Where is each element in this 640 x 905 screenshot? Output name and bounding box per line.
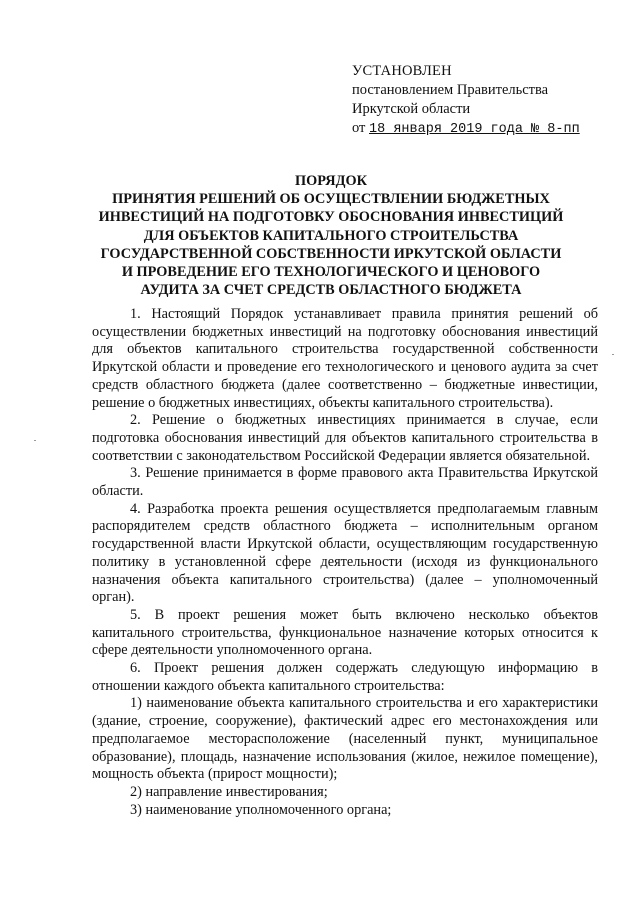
heading-line-3: ИНВЕСТИЦИЙ НА ПОДГОТОВКУ ОБОСНОВАНИЯ ИНВЕСТИЦИЙ bbox=[98, 209, 564, 226]
paragraph-1: 1. Настоящий Порядок устанавливает правила принятия решений об осуществлении бюджетных инвестиций на подготовку обоснования инвестиций для объектов капитального строительства государственной собственности Иркутской области и проведение его технологического и ценового аудита за счет средств областного бюджета (далее соответственно – бюджетные инвестиции, решение о бюджетных инвестициях, объекты капитального строительства). bbox=[92, 306, 598, 411]
heading-line-7: АУДИТА ЗА СЧЕТ СРЕДСТВ ОБЛАСТНОГО БЮДЖЕТА bbox=[140, 282, 522, 299]
list-item-1: 1) наименование объекта капитального строительства и его характеристики (здание, строение, сооружение), фактический адрес его местонахождения или предполагаемое месторасположение (населенный пункт, муниципальное образование), площадь, назначение использования (жилое, нежилое помещение), мощность объекта (прирост мощности); bbox=[92, 695, 598, 783]
approval-title: УСТАНОВЛЕН bbox=[352, 63, 452, 79]
paragraph-6: 6. Проект решения должен содержать следующую информацию в отношении каждого объекта капитального строительства: bbox=[92, 660, 598, 694]
approval-date-value: 18 января 2019 года № 8-пп bbox=[369, 122, 580, 137]
heading-line-4: ДЛЯ ОБЪЕКТОВ КАПИТАЛЬНОГО СТРОИТЕЛЬСТВА bbox=[143, 227, 519, 244]
approval-date-line bbox=[352, 119, 580, 139]
scan-speck bbox=[612, 354, 614, 355]
document-heading bbox=[92, 172, 570, 299]
approval-line-1: постановлением Правительства bbox=[352, 82, 549, 98]
list-item-3: 3) наименование уполномоченного органа; bbox=[130, 801, 392, 818]
heading-line-1: ПОРЯДОК bbox=[295, 173, 367, 189]
heading-line-6: И ПРОВЕДЕНИЕ ЕГО ТЕХНОЛОГИЧЕСКОГО И ЦЕНОВОГО bbox=[121, 264, 541, 281]
approval-line-2: Иркутской области bbox=[352, 101, 471, 117]
list-item-2: 2) направление инвестирования; bbox=[130, 783, 328, 800]
heading-line-5: ГОСУДАРСТВЕННОЙ СОБСТВЕННОСТИ ИРКУТСКОЙ ОБЛАСТИ bbox=[100, 245, 562, 262]
paragraph-2: 2. Решение о бюджетных инвестициях принимается в случае, если подготовка обоснования инвестиций для объектов капитального строительства в соответствии с законодательством Российской Федерации является обязательной. bbox=[92, 412, 598, 464]
scan-speck bbox=[34, 440, 36, 441]
paragraph-4: 4. Разработка проекта решения осуществляется предполагаемым главным распорядителем средств областного бюджета – исполнительным органом государственной власти Иркутской области, осуществляющим государственную политику в установленной сфере деятельности (исходя из функционального назначения объекта капитального строительства) (далее – уполномоченный орган). bbox=[92, 500, 598, 606]
document-body bbox=[92, 306, 598, 819]
approval-stamp bbox=[352, 62, 580, 139]
paragraph-3: 3. Решение принимается в форме правового акта Правительства Иркутской области. bbox=[92, 465, 598, 500]
paragraph-5: 5. В проект решения может быть включено несколько объектов капитального строительства, функциональное назначение которых относится к сфере деятельности уполномоченного органа. bbox=[92, 606, 598, 659]
heading-line-2: ПРИНЯТИЯ РЕШЕНИЙ ОБ ОСУЩЕСТВЛЕНИИ БЮДЖЕТНЫХ bbox=[112, 191, 550, 208]
approval-date-prefix: от bbox=[352, 120, 366, 136]
